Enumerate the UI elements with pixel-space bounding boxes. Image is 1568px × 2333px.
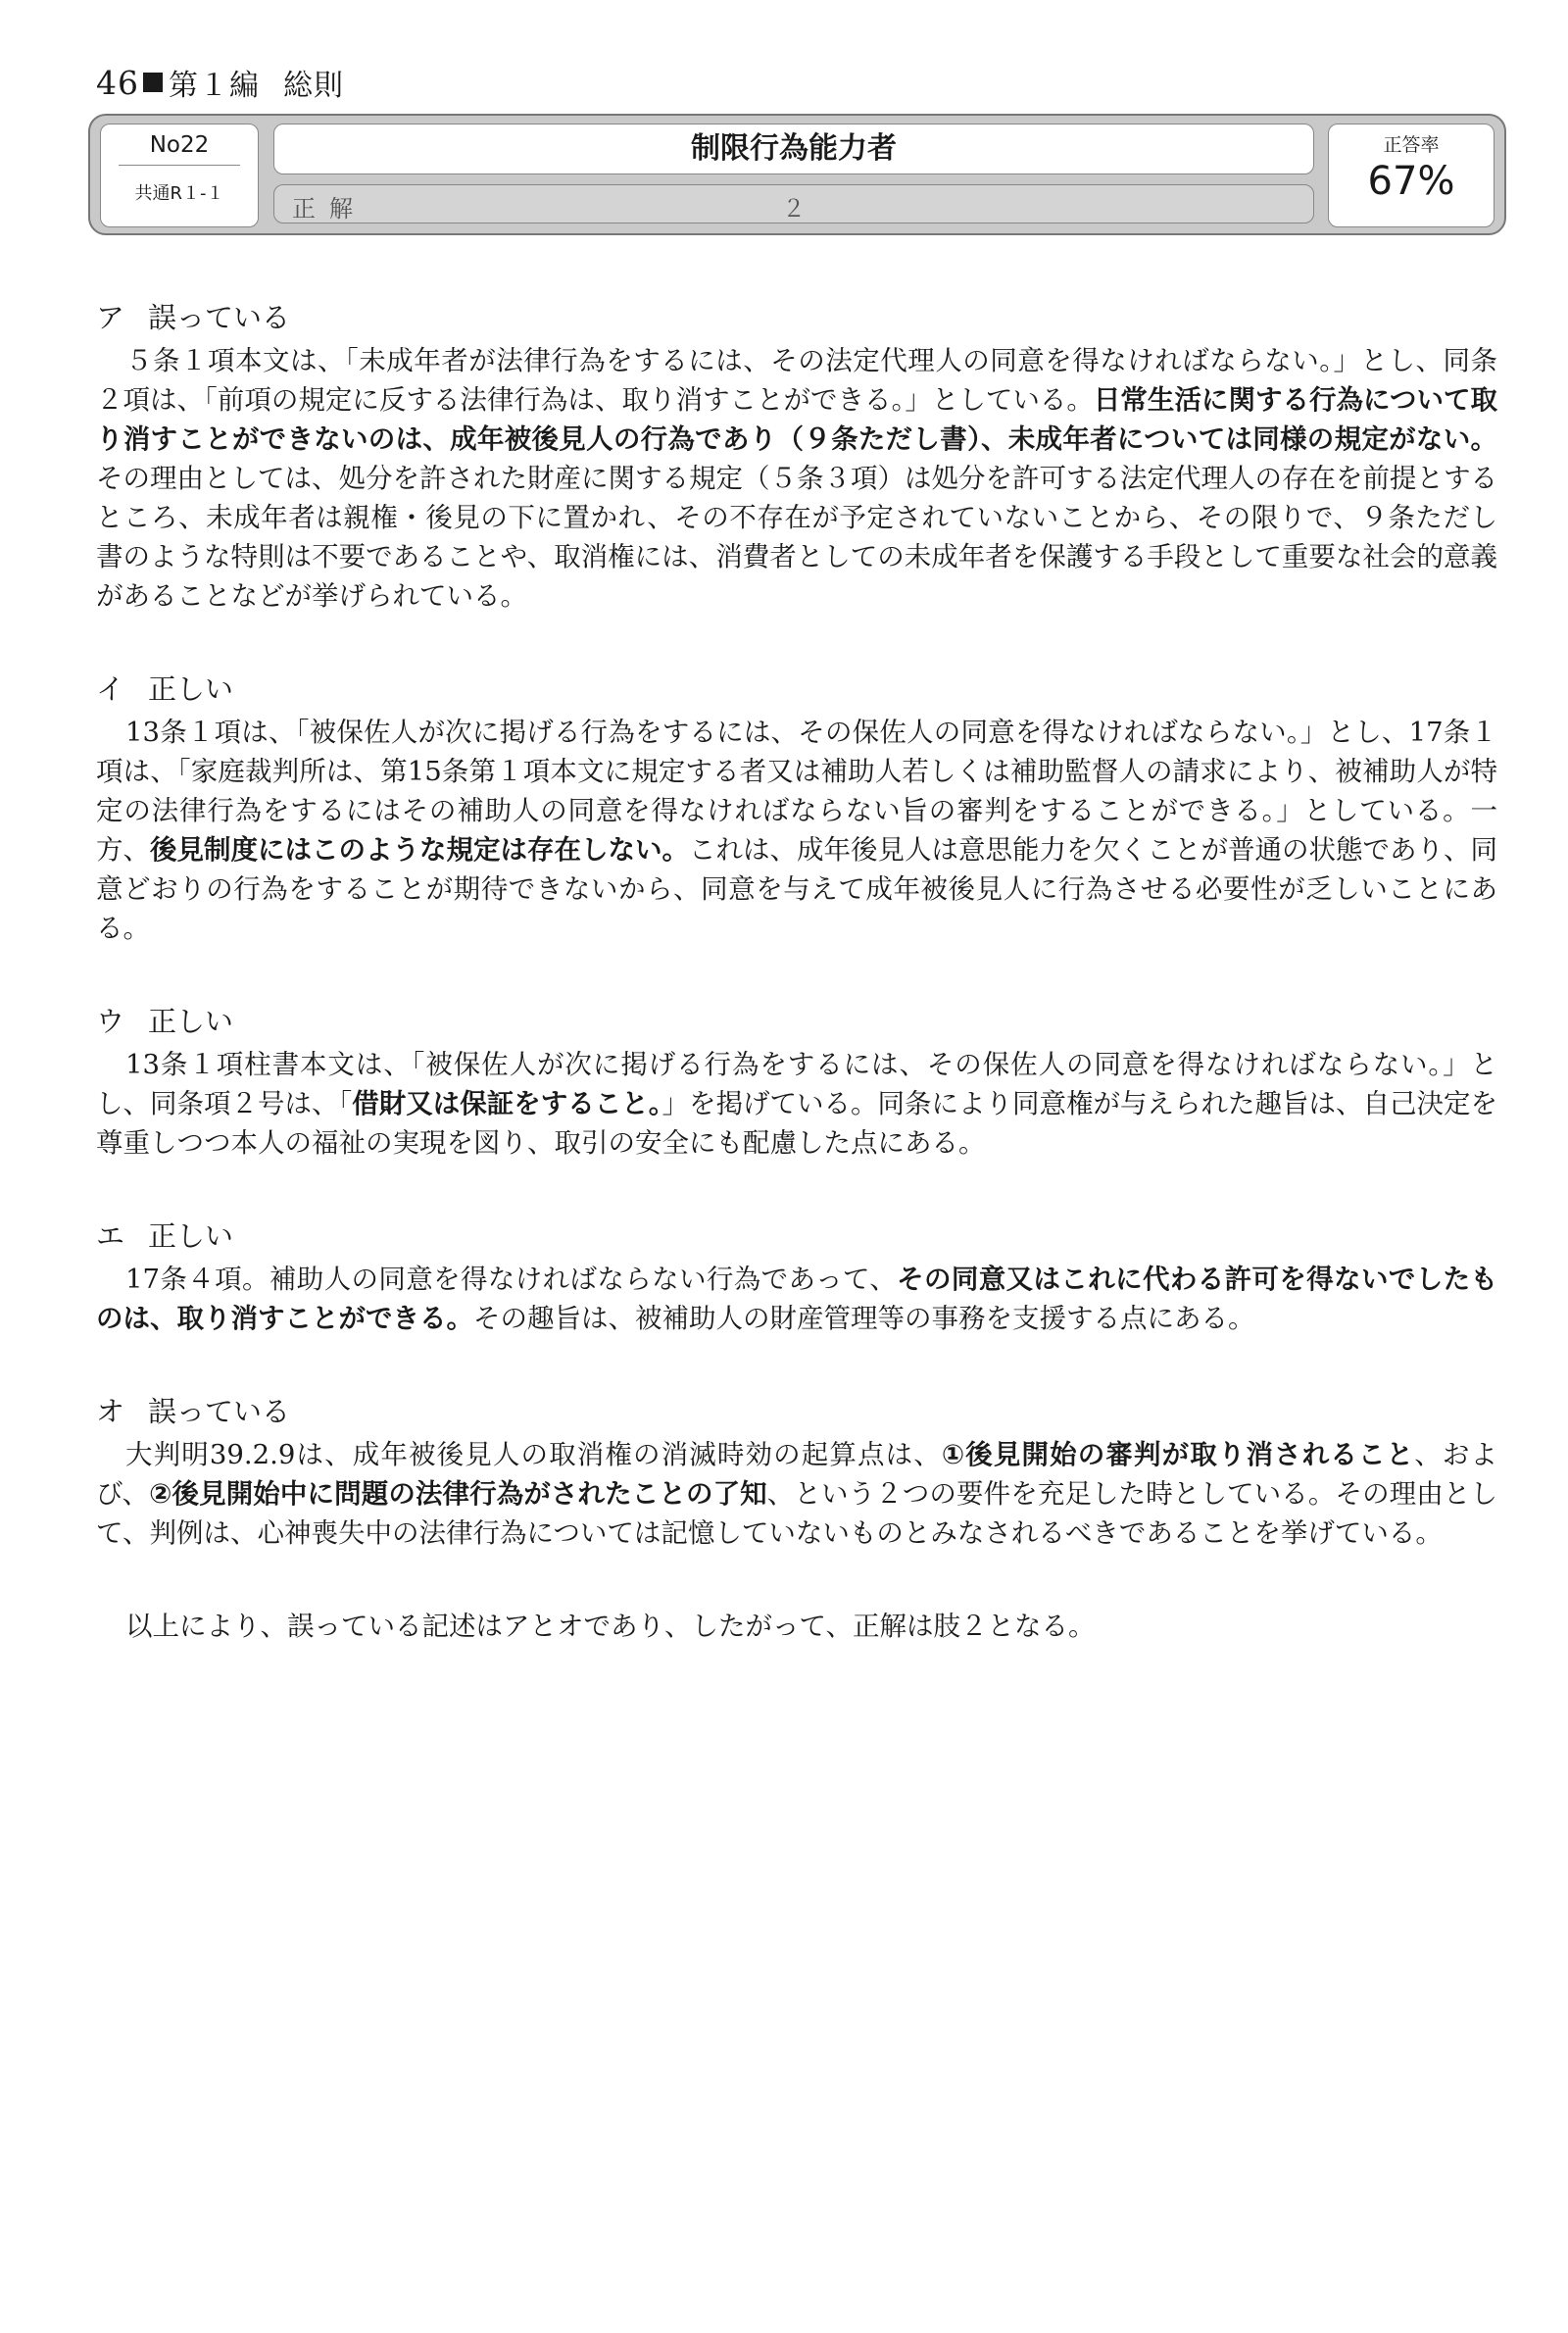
question-number-box (100, 124, 259, 227)
question-header-box (88, 114, 1506, 235)
emphasized-text: ①後見開始の審判が取り消されること (941, 1439, 1415, 1470)
page-number: 46 (96, 63, 139, 102)
section-label: ア (96, 301, 125, 334)
part-label: 第１編 (169, 69, 260, 103)
answer-label: 正解 (292, 195, 367, 223)
correct-rate-value: 67% (1367, 159, 1455, 204)
body-text: その趣旨は、被補助人の財産管理等の事務を支援する点にある。 (473, 1303, 1255, 1334)
square-marker-icon (143, 73, 163, 92)
page-header (96, 61, 344, 104)
body-text: これは、成年後見人は意思能力を欠くことが普通の状態であり、同意どおりの行為をすることが期待できないから、同意を与えて成年被後見人に行為させる必要性が乏しいことにある。 (96, 834, 1497, 944)
body-text: 大判明39.2.9は、成年被後見人の取消権の消滅時効の起算点は、 (125, 1439, 942, 1470)
question-title: 制限行為能力者 (273, 124, 1314, 174)
conclusion-text: 以上により、誤っている記述はアとオであり、したがって、正解は肢２となる。 (125, 1611, 1096, 1642)
chapter-label: 総則 (283, 69, 344, 103)
section-heading (96, 1392, 1497, 1431)
explanation-section (96, 298, 1497, 616)
question-source: 共通R１-１ (134, 183, 224, 204)
section-heading (96, 1002, 1497, 1041)
section-label: オ (96, 1395, 125, 1428)
body-text: 」を掲げている。同条により同意権が与えられた趣旨は、自己決定を尊重しつつ本人の福祉の実現を図り、取引の安全にも配慮した点にある。 (96, 1088, 1497, 1159)
body-text: 17条４項。補助人の同意を得なければならない行為であって、 (125, 1264, 898, 1295)
explanation-section (96, 1392, 1497, 1553)
section-label: ウ (96, 1005, 125, 1038)
answer-value: ２ (782, 195, 806, 223)
correct-rate-box (1328, 124, 1494, 227)
emphasized-text: その同意又はこれに代わる許可を得ないでしたものは、取り消すことができる。 (96, 1264, 1497, 1334)
section-label: イ (96, 672, 125, 706)
body-text: 13条１項は、「被保佐人が次に掲げる行為をするには、その保佐人の同意を得なければならない。」とし、17条１項は、「家庭裁判所は、第15条第１項本文に規定する者又は補助人若しくは補助監督人の請求により、被補助人が特定の法律行為をするにはその補助人の同意を得なければならない旨の審判をすることができる。」としている。一方、 (96, 717, 1497, 866)
body-text: その理由としては、処分を許された財産に関する規定（５条３項）は処分を許可する法定代理人の存在を前提とするところ、未成年者は親権・後見の下に置かれ、その不存在が予定されていないことから、その限りで、９条ただし書のような特則は不要であることや、取消権には、消費者としての未成年者を保護する手段として重要な社会的意義があることなどが挙げられている。 (96, 463, 1497, 612)
section-body (96, 713, 1497, 948)
emphasized-text: 借財又は保証をすること。 (352, 1088, 662, 1119)
section-heading (96, 298, 1497, 337)
body-text: 、という２つの要件を充足した時としている。その理由として、判例は、心神喪失中の法律行為については記憶していないものとみなされるべきであることを挙げている。 (96, 1478, 1497, 1549)
section-body (96, 1260, 1497, 1338)
explanation-section (96, 1002, 1497, 1163)
body-text: 13条１項柱書本文は、「被保佐人が次に掲げる行為をするには、その保佐人の同意を得なければならない。」とし、同条項２号は、「 (96, 1049, 1497, 1119)
section-heading (96, 1216, 1497, 1256)
section-label: エ (96, 1219, 125, 1253)
emphasized-text: 後見制度にはこのような規定は存在しない。 (150, 834, 689, 866)
body-text: 、および、 (96, 1439, 1497, 1510)
section-verdict: 誤っている (148, 301, 291, 334)
section-verdict: 正しい (148, 672, 234, 706)
explanation-sections (96, 298, 1497, 1553)
explanation-section (96, 670, 1497, 948)
answer-bar (273, 184, 1314, 223)
section-verdict: 正しい (148, 1005, 234, 1038)
section-heading (96, 670, 1497, 709)
explanation-section (96, 1216, 1497, 1338)
section-verdict: 誤っている (148, 1395, 291, 1428)
question-number: No22 (119, 124, 240, 166)
explanation-body (96, 298, 1497, 1646)
body-text: ５条１項本文は、「未成年者が法律行為をするには、その法定代理人の同意を得なければならない。」とし、同条２項は、「前項の規定に反する法律行為は、取り消すことができる。」としている。 (96, 345, 1497, 416)
emphasized-text: ②後見開始中に問題の法律行為がされたことの了知 (149, 1478, 767, 1510)
correct-rate-label: 正答率 (1383, 134, 1440, 156)
section-body (96, 1045, 1497, 1163)
emphasized-text: 日常生活に関する行為について取り消すことができないのは、成年被後見人の行為であり（９条ただし書）、未成年者については同様の規定がない。 (96, 384, 1498, 455)
section-body (96, 341, 1497, 616)
section-verdict: 正しい (148, 1219, 234, 1253)
section-body (96, 1435, 1497, 1553)
